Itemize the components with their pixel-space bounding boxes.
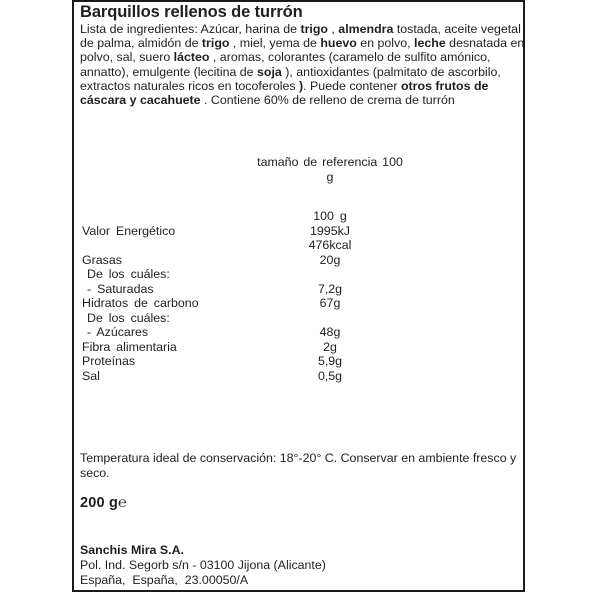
nutrition-value: 7,2g <box>317 281 343 296</box>
nutrition-row-fibre <box>74 340 523 355</box>
ingredients-line <box>80 65 524 79</box>
nutrition-label: - Saturadas <box>87 281 154 296</box>
serving-size-line2: g <box>326 170 334 184</box>
ingredient-text: . Contiene 60% de relleno de crema de turrón <box>200 93 455 108</box>
ingredient-text: . Puede contener <box>303 78 401 93</box>
ingredient-text: , <box>327 22 339 36</box>
nutrition-value: 2g <box>323 339 337 354</box>
ingredient-allergen-bold: trigo <box>201 36 230 51</box>
ingredient-allergen-bold: trigo <box>300 22 328 36</box>
ingredient-allergen-bold: almendra <box>338 22 394 36</box>
serving-size-line1: tamaño de referencia 100 <box>257 155 403 169</box>
nutrition-row-fat <box>74 253 523 268</box>
manufacturer-block <box>80 543 326 588</box>
nutrition-label: Sal <box>82 368 100 383</box>
ingredient-allergen-bold: lácteo <box>173 50 210 65</box>
ingredient-allergen-bold: otros frutos de <box>400 78 489 93</box>
storage-instructions: Temperatura ideal de conservación: 18°-20° C. Conservar en ambiente fresco y seco. <box>80 451 517 480</box>
nutrition-row-of-which <box>74 267 523 282</box>
nutrition-table <box>74 209 523 383</box>
ingredient-text: extractos naturales ricos en tocoferoles <box>80 78 300 93</box>
nutrition-label: De los cuáles: <box>87 267 170 281</box>
nutrition-label: Grasas <box>82 252 122 267</box>
nutrition-value: 0,5g <box>317 368 343 383</box>
nutrition-row-salt <box>74 369 523 384</box>
net-weight: 200 g℮ <box>80 495 127 511</box>
nutrition-row-saturates <box>74 282 523 297</box>
product-title: Barquillos rellenos de turrón <box>80 3 303 21</box>
nutrition-row-energy-kcal <box>74 238 523 253</box>
nutrition-label: - Azúcares <box>87 325 149 339</box>
nutrition-label: Fibra alimentaria <box>82 339 177 354</box>
ingredient-allergen-bold: soja <box>257 64 282 79</box>
ingredient-allergen-bold: leche <box>414 36 446 51</box>
manufacturer-name: Sanchis Mira S.A. <box>80 543 184 557</box>
product-label <box>72 0 525 592</box>
nutrition-value: 20g <box>319 252 341 267</box>
ingredient-text: ), antioxidantes (palmitato de ascorbilo, <box>281 64 501 79</box>
ingredient-text: polvo, sal, suero <box>80 50 174 65</box>
ingredient-text: , miel, yema de <box>229 36 321 51</box>
ingredient-allergen-bold: ) <box>299 78 304 93</box>
nutrition-label: Hidratos de carbono <box>82 296 199 310</box>
ingredient-text: Lista de ingredientes: Azúcar, harina de <box>80 22 301 36</box>
nutrition-row-sugars <box>74 325 523 340</box>
ingredient-text: desnatada en <box>445 36 525 51</box>
nutrition-value: 67g <box>319 296 341 310</box>
ingredient-text: , aromas, colorantes (caramelo de sulfito amónico, <box>209 50 491 65</box>
ingredients-paragraph <box>80 22 524 107</box>
nutrition-value: 48g <box>319 325 341 339</box>
ingredient-allergen-bold: cáscara y cacahuete <box>80 93 201 108</box>
ingredients-line <box>80 36 524 50</box>
ingredient-text: de palma, almidón de <box>80 36 202 51</box>
ingredient-text: annatto), emulgente (lecitina de <box>80 64 258 79</box>
nutrition-label: Valor Energético <box>82 223 176 238</box>
nutrition-row-header <box>74 209 523 224</box>
nutrition-row-carbohydrate <box>74 296 523 311</box>
ingredients-line <box>80 79 524 93</box>
serving-size-header <box>240 155 420 185</box>
ingredient-text: tostada, aceite vegetal <box>393 22 521 36</box>
ingredients-line <box>80 50 524 64</box>
ingredients-line <box>80 93 524 107</box>
ingredient-text: en polvo, <box>356 36 415 51</box>
nutrition-label: De los cuáles: <box>87 310 170 325</box>
nutrition-row-energy-kj <box>74 224 523 239</box>
nutrition-value: 5,9g <box>317 354 343 368</box>
ingredients-line <box>80 22 524 36</box>
nutrition-label: Proteínas <box>82 354 136 368</box>
ingredient-allergen-bold: huevo <box>320 36 357 51</box>
nutrition-row-of-which <box>74 311 523 326</box>
manufacturer-address: Pol. Ind. Segorb s/n - 03100 Jijona (Alicante) <box>80 558 326 572</box>
nutrition-value: 476kcal <box>308 238 352 252</box>
nutrition-row-protein <box>74 354 523 369</box>
nutrition-column-header: 100 g <box>313 209 347 223</box>
nutrition-value: 1995kJ <box>310 223 350 238</box>
manufacturer-country-line: España, España, 23.00050/A <box>80 573 249 587</box>
